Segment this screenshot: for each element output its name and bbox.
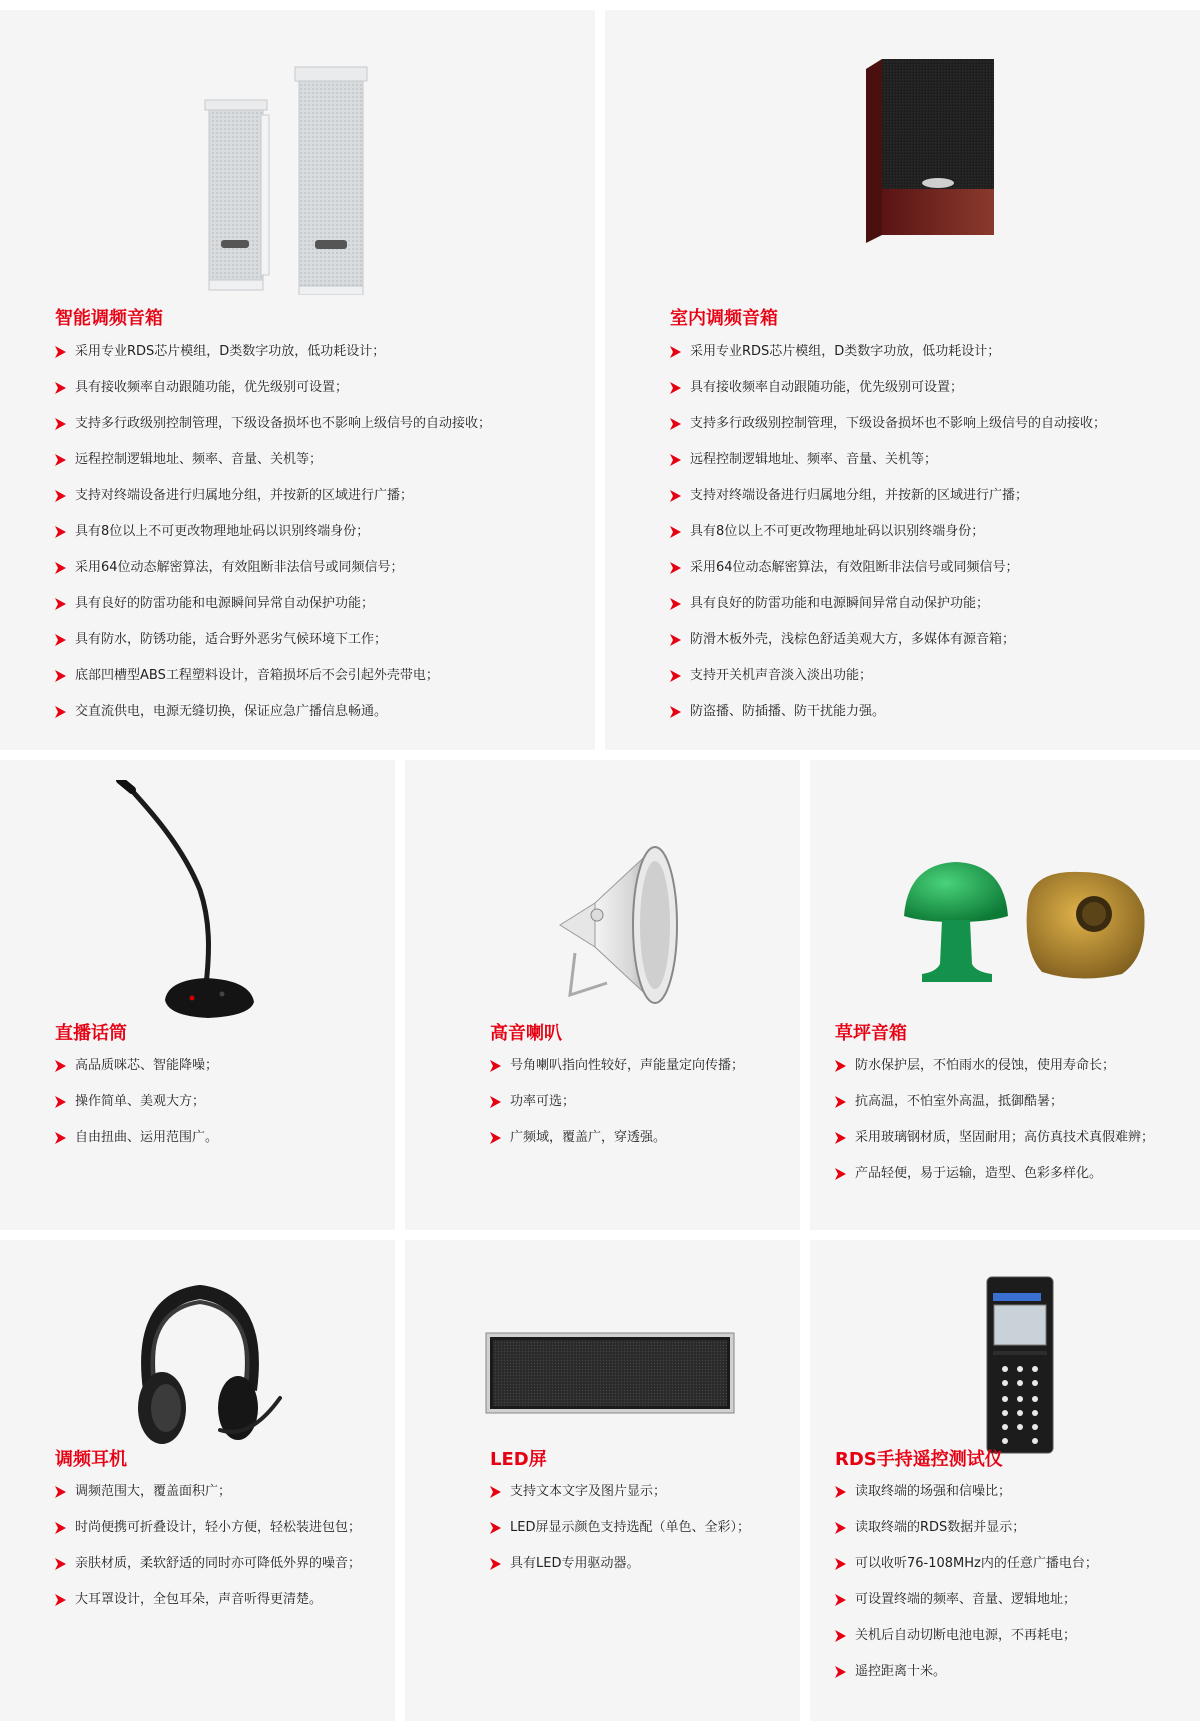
feature-text: 防水保护层，不怕雨水的侵蚀，使用寿命长；	[855, 1058, 1116, 1073]
feature-item	[55, 702, 491, 738]
feature-item	[670, 594, 1106, 630]
chevron-right-icon	[490, 1522, 501, 1534]
feature-item	[835, 1056, 1154, 1092]
feature-text: 远程控制逻辑地址、频率、音量、关机等；	[75, 452, 323, 467]
feature-item	[55, 630, 491, 666]
product-card-led-screen	[405, 1240, 800, 1721]
feature-item	[55, 1518, 361, 1554]
feature-item	[55, 414, 491, 450]
feature-list	[55, 1056, 218, 1164]
feature-item	[835, 1092, 1154, 1128]
chevron-right-icon	[55, 490, 66, 502]
feature-text: 广频域，覆盖广，穿透强。	[510, 1130, 667, 1145]
feature-item	[55, 666, 491, 702]
horn-speaker-image	[535, 835, 695, 1015]
feature-list	[835, 1056, 1154, 1200]
feature-text: 可以收听76-108MHz内的任意广播电台；	[855, 1556, 1098, 1571]
chevron-right-icon	[835, 1594, 846, 1606]
chevron-right-icon	[490, 1486, 501, 1498]
feature-item	[490, 1056, 744, 1092]
chevron-right-icon	[55, 346, 66, 358]
chevron-right-icon	[55, 562, 66, 574]
feature-text: 支持文本文字及图片显示；	[510, 1484, 667, 1499]
chevron-right-icon	[670, 346, 681, 358]
chevron-right-icon	[55, 1522, 66, 1534]
feature-item	[670, 450, 1106, 486]
feature-item	[670, 702, 1106, 738]
chevron-right-icon	[670, 454, 681, 466]
chevron-right-icon	[55, 454, 66, 466]
feature-text: 具有LED专用驱动器。	[510, 1556, 640, 1571]
feature-text: 大耳罩设计，全包耳朵，声音听得更清楚。	[75, 1592, 323, 1607]
feature-list	[490, 1056, 744, 1164]
feature-text: 采用64位动态解密算法，有效阻断非法信号或同频信号；	[75, 560, 404, 575]
chevron-right-icon	[670, 562, 681, 574]
feature-item	[55, 1482, 361, 1518]
feature-list	[55, 342, 491, 738]
feature-item	[670, 522, 1106, 558]
feature-item	[55, 522, 491, 558]
chevron-right-icon	[835, 1168, 846, 1180]
feature-item	[835, 1518, 1098, 1554]
product-title: 直播话筒	[55, 1023, 127, 1044]
feature-text: 具有接收频率自动跟随功能，优先级别可设置；	[690, 380, 964, 395]
chevron-right-icon	[490, 1096, 501, 1108]
feature-text: 远程控制逻辑地址、频率、音量、关机等；	[690, 452, 938, 467]
feature-text: 可设置终端的频率、音量、逻辑地址；	[855, 1592, 1077, 1607]
feature-text: 支持多行政级别控制管理，下级设备损坏也不影响上级信号的自动接收；	[75, 416, 492, 431]
headphones-image	[110, 1280, 290, 1460]
chevron-right-icon	[55, 1558, 66, 1570]
feature-item	[835, 1554, 1098, 1590]
feature-text: 采用64位动态解密算法，有效阻断非法信号或同频信号；	[690, 560, 1019, 575]
product-card-fm-headphones	[0, 1240, 395, 1721]
feature-item	[835, 1626, 1098, 1662]
chevron-right-icon	[670, 418, 681, 430]
chevron-right-icon	[670, 598, 681, 610]
feature-text: 具有8位以上不可更改物理地址码以识别终端身份；	[690, 524, 985, 539]
chevron-right-icon	[490, 1558, 501, 1570]
chevron-right-icon	[55, 1594, 66, 1606]
feature-item	[835, 1482, 1098, 1518]
feature-text: 具有接收频率自动跟随功能，优先级别可设置；	[75, 380, 349, 395]
feature-item	[55, 486, 491, 522]
wooden-speaker-image	[860, 55, 1000, 245]
product-title: LED屏	[490, 1449, 547, 1470]
feature-text: 号角喇叭指向性较好，声能量定向传播；	[510, 1058, 745, 1073]
chevron-right-icon	[835, 1630, 846, 1642]
feature-item	[55, 1128, 218, 1164]
feature-text: 功率可选；	[510, 1094, 576, 1109]
product-card-smart-fm-speaker	[0, 10, 595, 750]
chevron-right-icon	[835, 1558, 846, 1570]
rds-remote-tester-image	[985, 1275, 1055, 1455]
feature-text: 亲肤材质，柔软舒适的同时亦可降低外界的噪音；	[75, 1556, 362, 1571]
chevron-right-icon	[835, 1096, 846, 1108]
feature-item	[55, 1590, 361, 1626]
gooseneck-microphone-image	[110, 780, 270, 1030]
column-speakers-image	[195, 55, 385, 295]
feature-item	[490, 1518, 750, 1554]
feature-item	[490, 1128, 744, 1164]
feature-item	[835, 1590, 1098, 1626]
feature-text: 采用玻璃钢材质，坚固耐用；高仿真技术真假难辨；	[855, 1130, 1155, 1145]
feature-text: 遥控距离十米。	[855, 1664, 947, 1679]
feature-list	[835, 1482, 1098, 1698]
feature-text: 时尚便携可折叠设计，轻小方便，轻松装进包包；	[75, 1520, 362, 1535]
chevron-right-icon	[670, 706, 681, 718]
feature-text: 防滑木板外壳，浅棕色舒适美观大方，多媒体有源音箱；	[690, 632, 1016, 647]
chevron-right-icon	[55, 1096, 66, 1108]
chevron-right-icon	[670, 382, 681, 394]
chevron-right-icon	[55, 1486, 66, 1498]
chevron-right-icon	[670, 634, 681, 646]
feature-text: 具有8位以上不可更改物理地址码以识别终端身份；	[75, 524, 370, 539]
feature-text: 抗高温，不怕室外高温，抵御酷暑；	[855, 1094, 1064, 1109]
feature-text: 支持开关机声音淡入淡出功能；	[690, 668, 873, 683]
feature-item	[55, 1056, 218, 1092]
chevron-right-icon	[55, 598, 66, 610]
feature-item	[670, 558, 1106, 594]
chevron-right-icon	[670, 526, 681, 538]
feature-item	[55, 558, 491, 594]
lawn-speakers-image	[900, 860, 1150, 990]
product-title: 草坪音箱	[835, 1023, 907, 1044]
chevron-right-icon	[670, 670, 681, 682]
feature-item	[835, 1164, 1154, 1200]
feature-item	[55, 1554, 361, 1590]
feature-item	[55, 342, 491, 378]
feature-item	[55, 378, 491, 414]
feature-text: 操作简单、美观大方；	[75, 1094, 206, 1109]
feature-text: 采用专业RDS芯片模组，D类数字功放，低功耗设计；	[75, 344, 386, 359]
feature-text: 防盗播、防插播、防干扰能力强。	[690, 704, 886, 719]
product-card-live-microphone	[0, 760, 395, 1230]
feature-text: 底部凹槽型ABS工程塑料设计，音箱损坏后不会引起外壳带电；	[75, 668, 439, 683]
feature-text: 具有良好的防雷功能和电源瞬间异常自动保护功能；	[75, 596, 375, 611]
feature-text: 关机后自动切断电池电源，不再耗电；	[855, 1628, 1077, 1643]
feature-text: 交直流供电，电源无缝切换，保证应急广播信息畅通。	[75, 704, 388, 719]
product-card-indoor-fm-speaker	[605, 10, 1200, 750]
chevron-right-icon	[835, 1522, 846, 1534]
chevron-right-icon	[55, 634, 66, 646]
feature-item	[670, 630, 1106, 666]
product-card-rds-remote-tester	[810, 1240, 1200, 1721]
feature-text: 高品质咪芯、智能降噪；	[75, 1058, 219, 1073]
feature-text: 自由扭曲、运用范围广。	[75, 1130, 219, 1145]
chevron-right-icon	[490, 1132, 501, 1144]
led-screen-image	[485, 1332, 735, 1414]
chevron-right-icon	[835, 1132, 846, 1144]
feature-text: 支持对终端设备进行归属地分组，并按新的区域进行广播；	[690, 488, 1029, 503]
feature-text: 具有防水，防锈功能，适合野外恶劣气候环境下工作；	[75, 632, 388, 647]
feature-text: 具有良好的防雷功能和电源瞬间异常自动保护功能；	[690, 596, 990, 611]
feature-item	[670, 414, 1106, 450]
feature-item	[55, 450, 491, 486]
feature-text: 调频范围大，覆盖面积广；	[75, 1484, 232, 1499]
chevron-right-icon	[55, 1132, 66, 1144]
chevron-right-icon	[835, 1666, 846, 1678]
feature-text: 读取终端的场强和信噪比；	[855, 1484, 1012, 1499]
chevron-right-icon	[55, 418, 66, 430]
feature-list	[490, 1482, 750, 1590]
product-title: 智能调频音箱	[55, 308, 163, 329]
feature-text: 支持对终端设备进行归属地分组，并按新的区域进行广播；	[75, 488, 414, 503]
chevron-right-icon	[835, 1486, 846, 1498]
feature-item	[835, 1662, 1098, 1698]
product-title: RDS手持遥控测试仪	[835, 1449, 1003, 1470]
feature-item	[490, 1092, 744, 1128]
feature-list	[670, 342, 1106, 738]
product-title: 室内调频音箱	[670, 308, 778, 329]
feature-item	[670, 666, 1106, 702]
feature-item	[670, 486, 1106, 522]
feature-item	[835, 1128, 1154, 1164]
feature-text: LED屏显示颜色支持选配（单色、全彩）；	[510, 1520, 750, 1535]
feature-item	[670, 342, 1106, 378]
chevron-right-icon	[55, 526, 66, 538]
feature-text: 采用专业RDS芯片模组，D类数字功放，低功耗设计；	[690, 344, 1001, 359]
feature-item	[55, 594, 491, 630]
chevron-right-icon	[670, 490, 681, 502]
product-title: 高音喇叭	[490, 1023, 562, 1044]
chevron-right-icon	[490, 1060, 501, 1072]
feature-item	[490, 1482, 750, 1518]
feature-item	[55, 1092, 218, 1128]
product-card-horn-speaker	[405, 760, 800, 1230]
feature-text: 产品轻便，易于运输，造型、色彩多样化。	[855, 1166, 1103, 1181]
chevron-right-icon	[55, 670, 66, 682]
chevron-right-icon	[55, 382, 66, 394]
feature-text: 支持多行政级别控制管理，下级设备损坏也不影响上级信号的自动接收；	[690, 416, 1107, 431]
product-title: 调频耳机	[55, 1449, 127, 1470]
chevron-right-icon	[55, 706, 66, 718]
feature-text: 读取终端的RDS数据并显示；	[855, 1520, 1026, 1535]
feature-item	[670, 378, 1106, 414]
feature-list	[55, 1482, 361, 1626]
chevron-right-icon	[55, 1060, 66, 1072]
chevron-right-icon	[835, 1060, 846, 1072]
product-card-lawn-speaker	[810, 760, 1200, 1230]
feature-item	[490, 1554, 750, 1590]
